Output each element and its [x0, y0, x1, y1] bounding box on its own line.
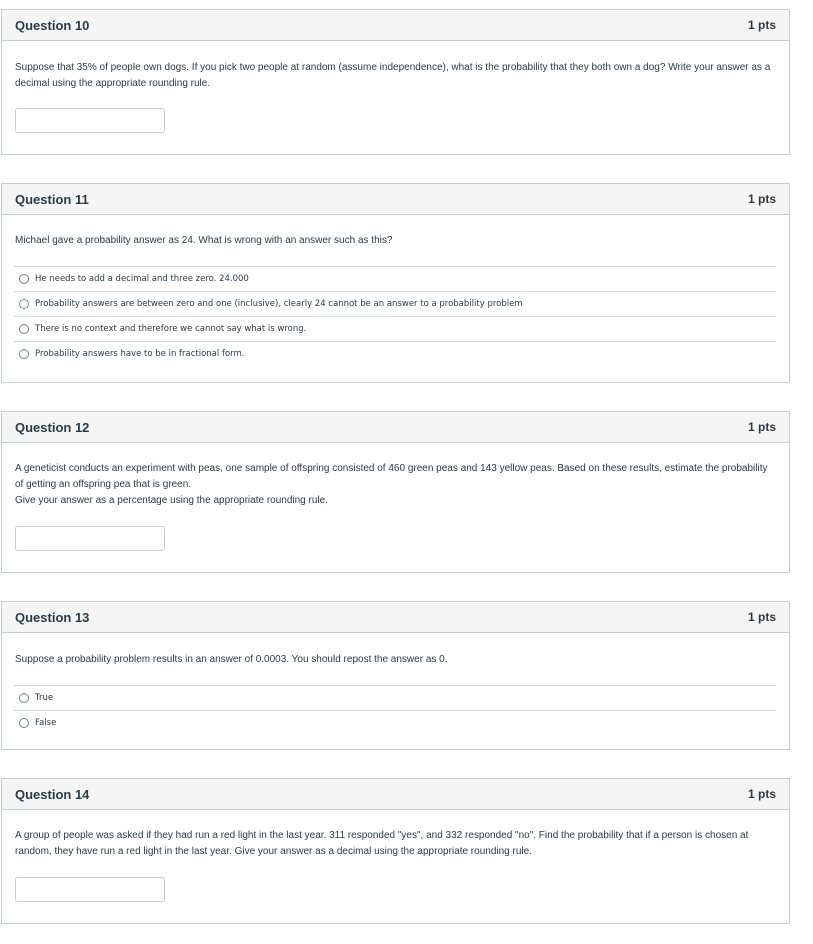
question-text	[15, 233, 775, 249]
question-13-card	[1, 601, 790, 750]
answer-choice[interactable]	[14, 341, 776, 366]
question-header	[2, 779, 789, 810]
radio-button-icon[interactable]	[19, 324, 29, 334]
radio-button-icon[interactable]	[19, 693, 29, 703]
answer-input[interactable]	[15, 877, 165, 902]
choice-label: Probability answers have to be in fractional form.	[35, 349, 245, 359]
question-14-card	[1, 778, 790, 924]
radio-button-icon[interactable]	[19, 299, 29, 309]
choice-label: False	[35, 718, 57, 728]
question-title: Question 14	[15, 786, 90, 802]
question-points: 1 pts	[747, 787, 776, 801]
question-header	[2, 184, 789, 215]
answer-choice[interactable]	[14, 291, 776, 316]
question-text	[15, 461, 775, 509]
choice-label: True	[35, 693, 54, 703]
choice-label: There is no context and therefore we cannot say what is wrong.	[35, 324, 307, 334]
question-header	[2, 602, 789, 633]
question-title: Question 11	[15, 191, 89, 207]
answer-choices	[14, 266, 776, 366]
question-11-card	[1, 183, 790, 383]
question-text-line: Give your answer as a percentage using the appropriate rounding rule.	[15, 495, 328, 506]
radio-button-icon[interactable]	[19, 349, 29, 359]
question-header	[2, 412, 789, 443]
question-text-line: Michael gave a probability answer as 24. What is wrong with an answer such as this?	[15, 235, 393, 246]
question-10-card	[1, 9, 790, 155]
question-text-line: A group of people was asked if they had run a red light in the last year. 311 responded "yes", and 332 responded "no". Find the probability that if a person is chosen at random, they have run a red light in the last year. Give your answer as a decimal using the appropriate rounding rule.	[15, 830, 749, 857]
radio-button-icon[interactable]	[19, 718, 29, 728]
question-text-line: Suppose a probability problem results in an answer of 0.0003. You should repost the answer as 0.	[15, 654, 448, 665]
question-text	[15, 828, 775, 860]
answer-input[interactable]	[15, 526, 165, 551]
question-points: 1 pts	[747, 18, 776, 32]
radio-button-icon[interactable]	[19, 274, 29, 284]
question-points: 1 pts	[747, 192, 776, 206]
answer-choice[interactable]	[14, 316, 776, 341]
question-text-line: A geneticist conducts an experiment with peas, one sample of offspring consisted of 460 green peas and 143 yellow peas. Based on these results, estimate the probability of getting an offspring pea that is green.	[15, 463, 768, 490]
choice-label: He needs to add a decimal and three zero. 24.000	[35, 274, 249, 284]
question-title: Question 10	[15, 17, 90, 33]
answer-choice[interactable]	[14, 685, 776, 710]
question-text-line: Suppose that 35% of people own dogs. If you pick two people at random (assume independence), what is the probability that they both own a dog? Write your answer as a decimal using the appropriate rounding rule.	[15, 62, 771, 89]
answer-choice[interactable]	[14, 266, 776, 291]
answer-choices	[14, 685, 776, 735]
question-title: Question 13	[15, 609, 90, 625]
question-text	[15, 60, 775, 92]
answer-choice[interactable]	[14, 710, 776, 735]
choice-label: Probability answers are between zero and one (inclusive), clearly 24 cannot be an answer to a probability problem	[35, 299, 523, 309]
question-text	[15, 652, 775, 668]
question-points: 1 pts	[747, 610, 776, 624]
question-12-card	[1, 411, 790, 573]
answer-input[interactable]	[15, 108, 165, 133]
question-points: 1 pts	[747, 420, 776, 434]
question-title: Question 12	[15, 419, 90, 435]
question-header	[2, 10, 789, 41]
